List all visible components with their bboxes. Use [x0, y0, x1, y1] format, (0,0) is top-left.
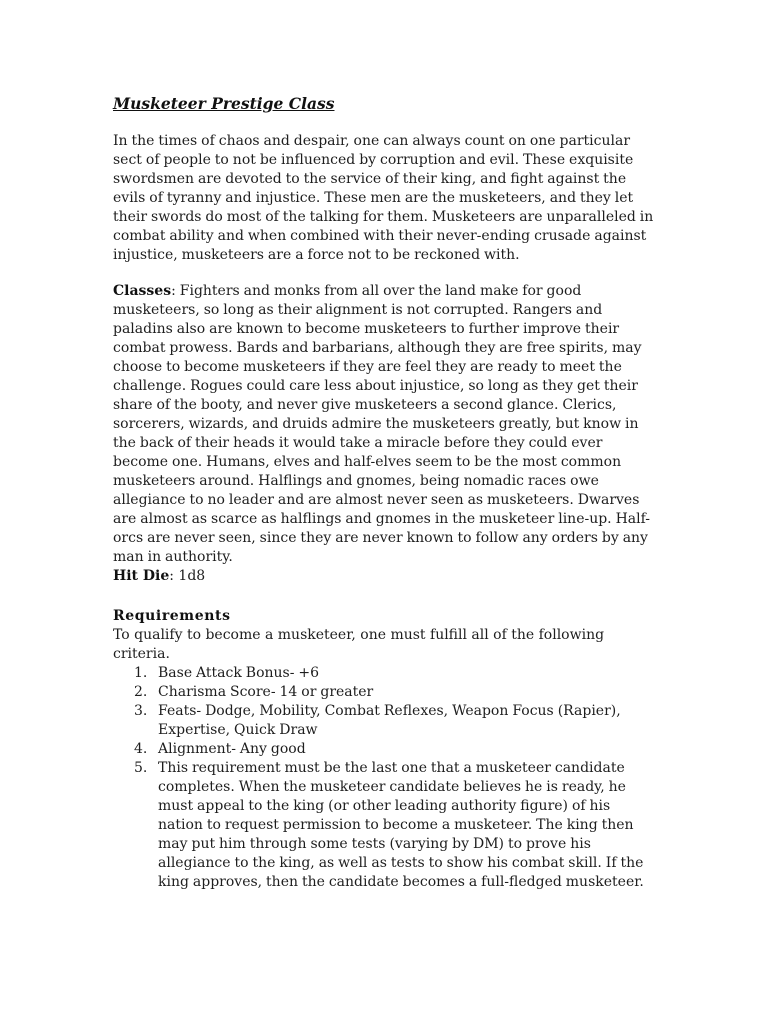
requirements-intro: To qualify to become a musketeer, one must fulfill all of the following criteria.	[113, 627, 605, 662]
classes-label: Classes	[113, 283, 172, 299]
requirement-number: 4.	[134, 741, 148, 757]
requirement-item	[113, 759, 658, 892]
document-title: Musketeer Prestige Class	[113, 94, 335, 113]
requirement-item	[113, 702, 658, 740]
requirement-number: 1.	[134, 665, 148, 681]
requirement-text: Feats- Dodge, Mobility, Combat Reflexes, Weapon Focus (Rapier), Expertise, Quick Draw	[158, 703, 621, 738]
classes-paragraph	[113, 282, 658, 567]
requirement-text: Charisma Score- 14 or greater	[158, 684, 374, 700]
intro-paragraph: In the times of chaos and despair, one can always count on one particular sect of people to not be influenced by corruption and evil. These exquisite swordsmen are devoted to the service of their king, and fight against the evils of tyranny and injustice. These men are the musketeers, and they let their swords do most of the talking for them. Musketeers are unparalleled in combat ability and when combined with their never-ending crusade against injustice, musketeers are a force not to be reckoned with.	[113, 133, 654, 263]
requirement-number: 5.	[134, 760, 148, 776]
requirement-item	[113, 664, 658, 683]
requirement-number: 2.	[134, 684, 148, 700]
hit-die-text: : 1d8	[169, 568, 206, 584]
requirement-number: 3.	[134, 703, 148, 719]
requirement-text: Base Attack Bonus- +6	[158, 665, 320, 681]
requirement-item	[113, 683, 658, 702]
requirement-item	[113, 740, 658, 759]
hit-die-line	[113, 567, 658, 586]
document-body	[113, 93, 658, 892]
requirements-list	[113, 664, 658, 892]
requirements-heading: Requirements	[113, 608, 231, 624]
requirement-text: This requirement must be the last one that a musketeer candidate completes. When the musketeer candidate believes he is ready, he must appeal to the king (or other leading authority figure) of his nation to request permission to become a musketeer. The king then may put him through some tests (varying by DM) to prove his allegiance to the king, as well as tests to show his combat skill. If the king approves, then the candidate becomes a full-fledged musketeer.	[158, 760, 644, 890]
hit-die-label: Hit Die	[113, 568, 170, 584]
classes-text: : Fighters and monks from all over the land make for good musketeers, so long as their alignment is not corrupted. Rangers and paladins also are known to become musketeers to further improve their combat prowess. Bards and barbarians, although they are free spirits, may choose to become musketeers if they are feel they are ready to meet the challenge. Rogues could care less about injustice, so long as they get their share of the booty, and never give musketeers a second glance. Clerics, sorcerers, wizards, and druids admire the musketeers greatly, but know in the back of their heads it would take a miracle before they could ever become one. Humans, elves and half-elves seem to be the most common musketeers around. Halflings and gnomes, being nomadic races owe allegiance to no leader and are almost never seen as musketeers. Dwarves are almost as scarce as halflings and gnomes in the musketeer line-up. Half-orcs are never seen, since they are never known to follow any orders by any man in authority.	[113, 283, 651, 565]
requirement-text: Alignment- Any good	[158, 741, 306, 757]
